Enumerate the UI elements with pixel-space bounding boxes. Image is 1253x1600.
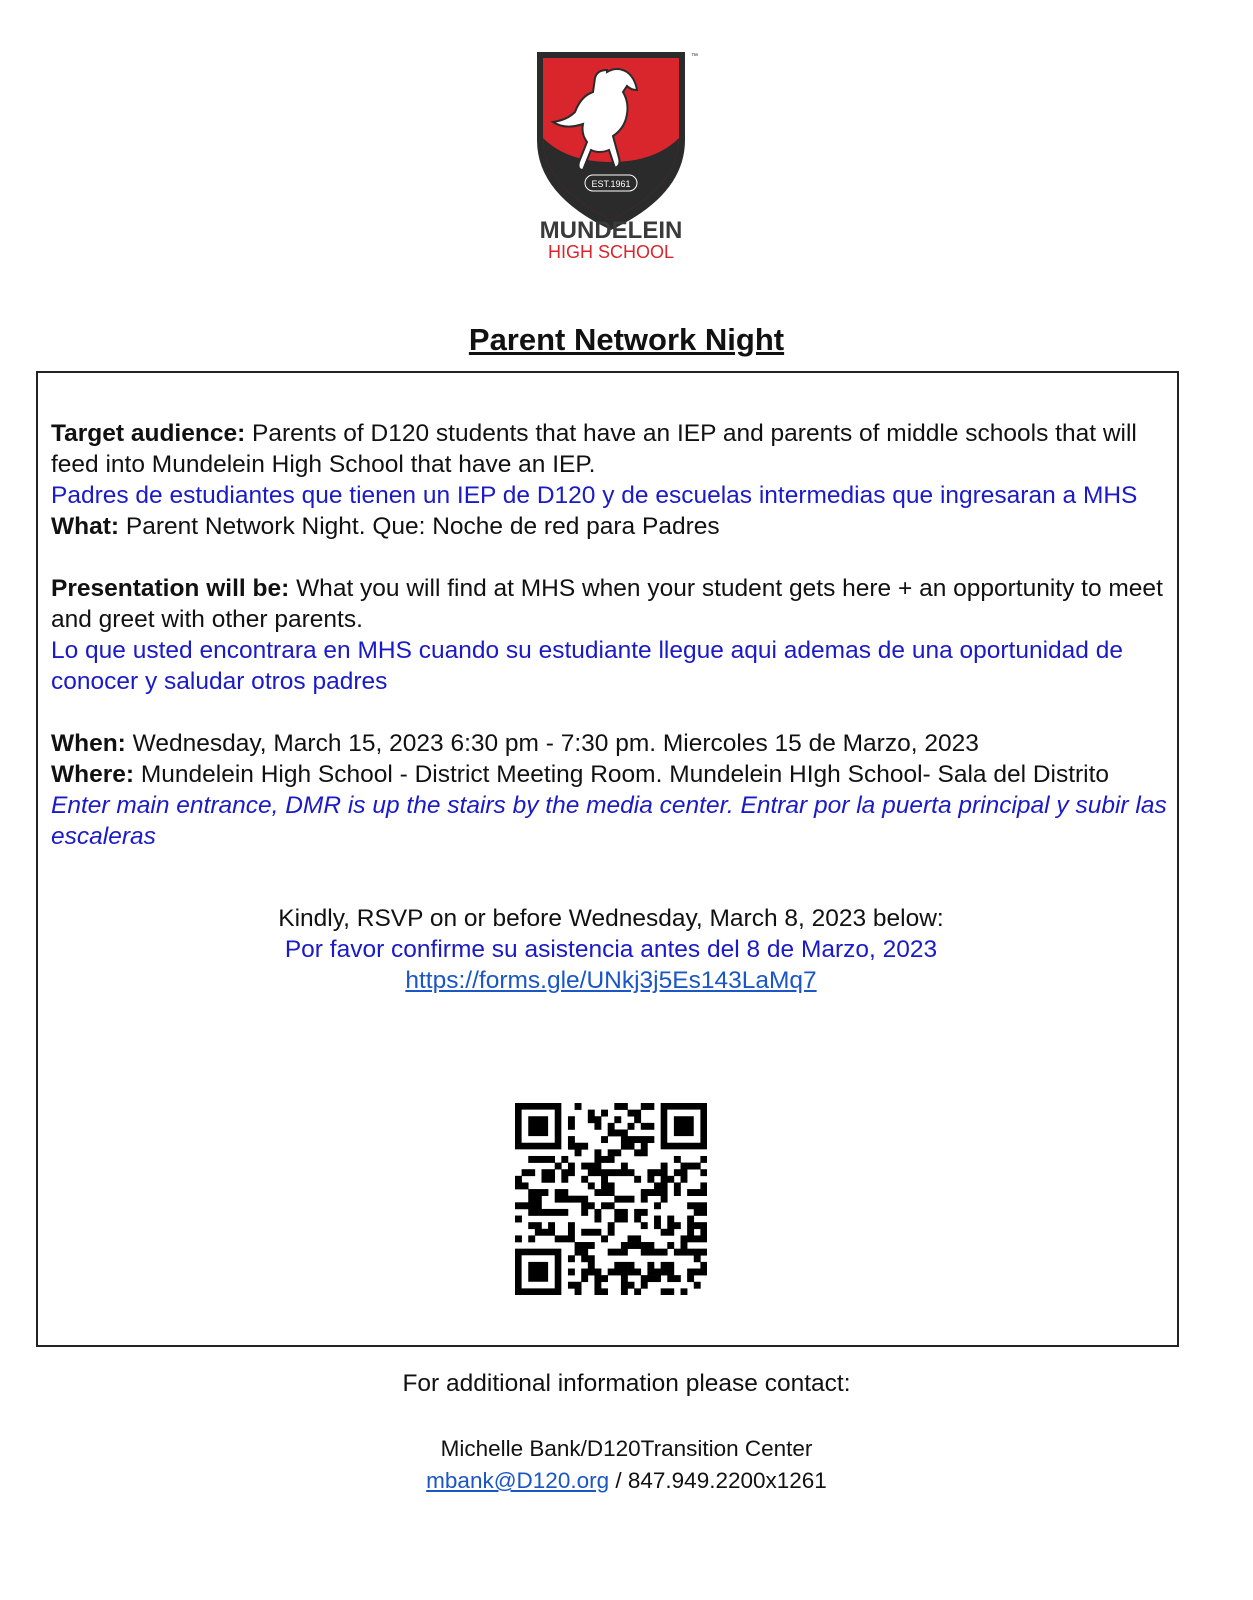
contact-email-link[interactable]: mbank@D120.org: [426, 1468, 610, 1493]
qr-code-icon: [515, 1103, 707, 1295]
contact-name: Michelle Bank/D120Transition Center: [440, 1436, 813, 1461]
school-logo: [535, 50, 705, 265]
target-audience-spanish: Padres de estudiantes que tienen un IEP de D120 y de escuelas intermedias que ingresaran a MHS: [51, 482, 1138, 509]
logo-name-line1: MUNDELEIN: [539, 217, 683, 244]
presentation-line: Presentation will be: What you will find at MHS when your student gets here + an opportunity to meet and greet with other parents.: [51, 575, 1163, 633]
rsvp-text-spanish: Por favor confirme su asistencia antes del 8 de Marzo, 2023: [284, 936, 938, 963]
target-audience: Target audience: Parents of D120 students that have an IEP and parents of middle schools that will feed into Mundelein High School that have an IEP.: [51, 420, 1137, 478]
mustang-crest-icon: [535, 50, 705, 265]
contact-phone: 847.949.2200x1261: [627, 1468, 827, 1493]
rsvp-text: Kindly, RSVP on or before Wednesday, March 8, 2023 below:: [278, 905, 944, 932]
presentation-spanish: Lo que usted encontrara en MHS cuando su estudiante llegue aqui ademas de una oportunidad de conocer y saludar otros padres: [51, 637, 1123, 695]
contact-heading: For additional information please contact:: [402, 1370, 851, 1397]
svg-text:EST.1961: EST.1961: [591, 179, 631, 189]
event-details-box: [36, 371, 1179, 1347]
event-details-content: [51, 418, 1171, 996]
rsvp-link[interactable]: https://forms.gle/UNkj3j5Es143LaMq7: [405, 967, 817, 994]
page-title: Parent Network Night: [468, 322, 785, 357]
when-line: When: Wednesday, March 15, 2023 6:30 pm - 7:30 pm. Miercoles 15 de Marzo, 2023: [51, 730, 979, 757]
contact-details: mbank@D120.org / 847.949.2200x1261: [426, 1468, 827, 1493]
svg-text:™: ™: [691, 53, 698, 60]
where-line: Where: Mundelein High School - District Meeting Room. Mundelein HIgh School- Sala del Distrito: [51, 761, 1110, 788]
logo-name-line2: HIGH SCHOOL: [547, 242, 675, 262]
what-line: What: Parent Network Night. Que: Noche de red para Padres: [51, 513, 720, 540]
contact-block: [0, 1433, 1253, 1497]
directions: Enter main entrance, DMR is up the stairs by the media center. Entrar por la puerta principal y subir las escaleras: [51, 792, 1167, 850]
